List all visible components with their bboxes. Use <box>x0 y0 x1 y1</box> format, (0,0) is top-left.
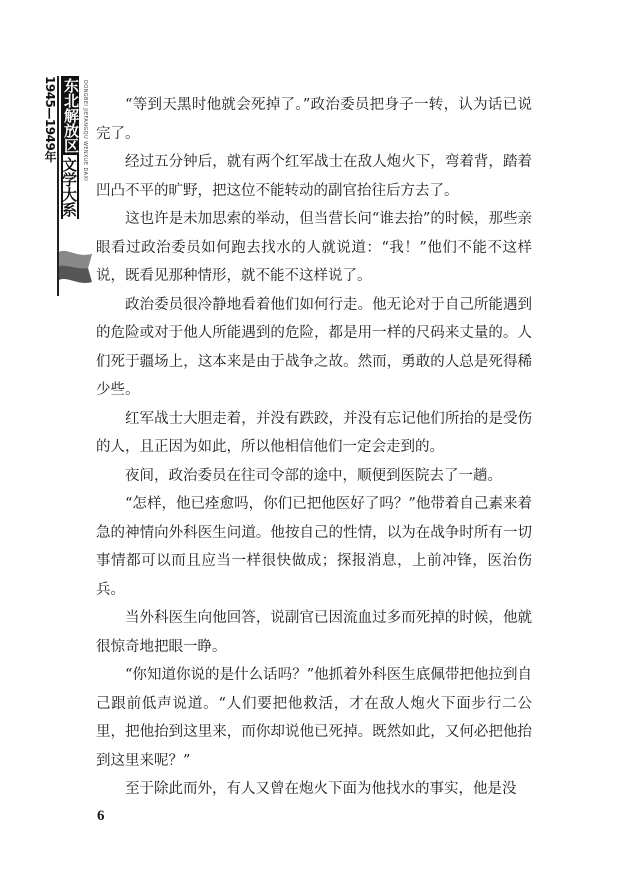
series-banner <box>44 76 94 296</box>
series-pinyin: DONGBEI JIEFANGQU WENXUE DAXI <box>82 80 88 182</box>
series-title-top: 东北解放区 <box>62 78 80 153</box>
paragraph: 红军战士大胆走着，并没有跌跤，并没有忘记他们所抬的是受伤的人，且正因为如此，所以他相信他们一定会走到的。 <box>96 410 532 455</box>
series-title-bottom: 文学大系 <box>60 157 78 217</box>
page-number: 6 <box>97 808 105 824</box>
paragraph: “你知道你说的是什么话吗？”他抓着外科医生底佩带把他拉到自己跟前低声说道。“人们要把他救活，才在敌人炮火下面步行二公里，把他抬到这里来，而你却说他已死掉。既然如此，又何必把他抬到这里来呢？” <box>96 667 532 769</box>
body-text <box>96 91 532 804</box>
paragraph: 至于除此而外，有人又曾在炮火下面为他找水的事实，他是没 <box>125 781 517 797</box>
series-years: 1945—1949年 <box>43 76 57 162</box>
paragraph: “怎样，他已痊愈吗，你们已把他医好了吗？”他带着自己素来着急的神情向外科医生问道。他按自己的性情，以为在战争时所有一切事情都可以而且应当一样很快做成；探报消息，上前冲锋，医治伤兵。 <box>96 496 532 598</box>
flag-icon <box>58 248 94 292</box>
paragraph: 政治委员很冷静地看着他们如何行走。他无论对于自己所能遇到的危险或对于他人所能遇到的危险，都是用一样的尺码来丈量的。人们死于疆场上，这本来是由于战争之故。然而，勇敢的人总是死得稀少些。 <box>96 296 532 398</box>
series-title <box>61 76 79 219</box>
paragraph: 这也许是未加思索的举动，但当营长问“谁去抬”的时候，那些亲眼看过政治委员如何跑去找水的人就说道：“我！”他们不能不这样说，既看见那种情形，就不能不这样说了。 <box>96 211 532 284</box>
paragraph: 经过五分钟后，就有两个红军战士在敌人炮火下，弯着背，踏着凹凸不平的旷野，把这位不能转动的副官抬往后方去了。 <box>96 154 532 199</box>
paragraph: “等到天黑时他就会死掉了。”政治委员把身子一转，认为话已说完了。 <box>96 97 532 142</box>
paragraph: 当外科医生向他回答，说副官已因流血过多而死掉的时候，他就很惊奇地把眼一睁。 <box>96 610 532 655</box>
paragraph: 夜间，政治委员在往司令部的途中，顺便到医院去了一趟。 <box>125 467 502 484</box>
